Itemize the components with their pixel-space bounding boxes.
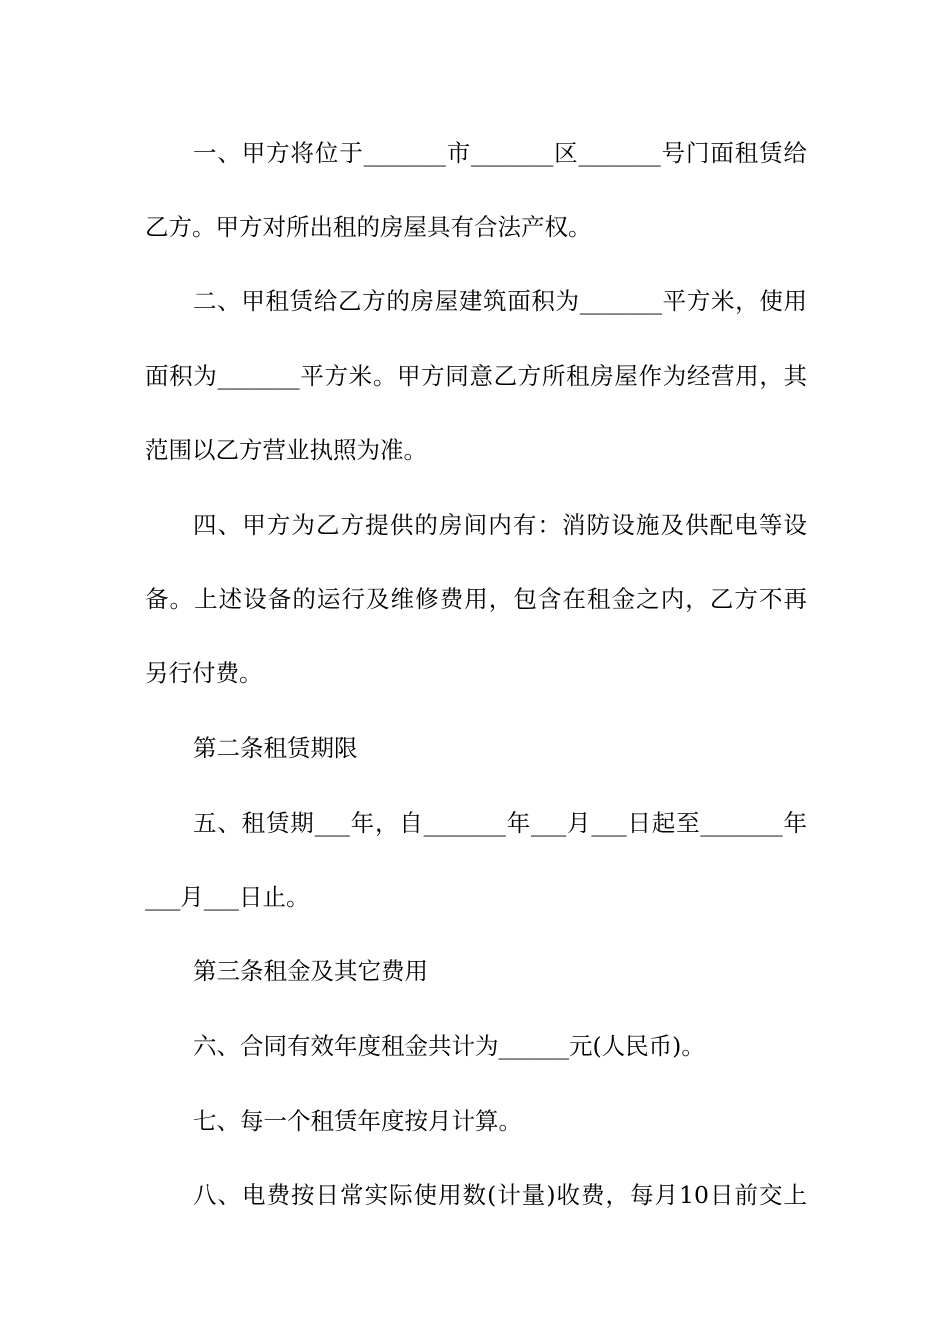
section-heading-lease-term: 第二条租赁期限 [193,734,358,762]
text-line-clause-1: 一、甲方将位于_______市_______区_______号门面租赁给 [193,139,807,167]
text-line-clause-6: 六、合同有效年度租金共计为______元(人民币)。 [193,1032,705,1060]
text-line-clause-1-cont: 乙方。甲方对所出租的房屋具有合法产权。 [145,213,592,241]
text-line-clause-4: 四、甲方为乙方提供的房间内有：消防设施及供配电等设 [193,511,807,539]
text-line-clause-4-cont-2: 另行付费。 [145,659,263,687]
text-line-clause-2: 二、甲租赁给乙方的房屋建筑面积为_______平方米，使用 [193,287,807,315]
text-line-clause-5: 五、租赁期___年，自_______年___月___日起至_______年 [193,809,807,837]
text-line-clause-8: 八、电费按日常实际使用数(计量)收费，每月10日前交上 [193,1181,807,1209]
text-line-clause-2-cont-1: 面积为_______平方米。甲方同意乙方所租房屋作为经营用，其 [145,362,807,390]
text-line-clause-4-cont-1: 备。上述设备的运行及维修费用，包含在租金之内，乙方不再 [145,585,807,613]
text-line-clause-5-cont: ___月___日止。 [145,883,310,911]
section-heading-rent-fees: 第三条租金及其它费用 [193,957,428,985]
text-line-clause-7: 七、每一个租赁年度按月计算。 [193,1107,522,1135]
text-line-clause-2-cont-2: 范围以乙方营业执照为准。 [145,436,427,464]
